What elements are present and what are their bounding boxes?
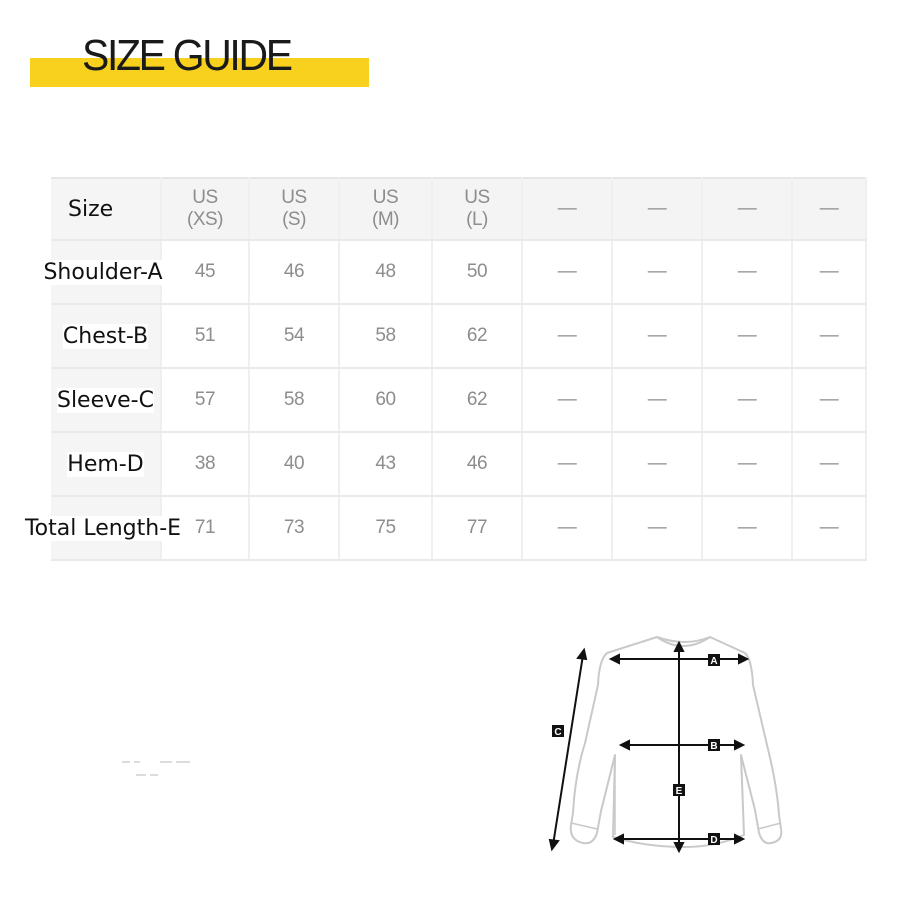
size-header-l: US (L) — [432, 178, 522, 240]
table-cell: 60 — [339, 368, 432, 432]
table-row — [51, 432, 866, 496]
table-row — [51, 240, 866, 304]
table-cell: — — [522, 368, 612, 432]
row-label-sleeve: Sleeve-C — [51, 368, 161, 432]
table-cell: — — [792, 368, 866, 432]
table-cell: — — [522, 304, 612, 368]
table-cell: 58 — [339, 304, 432, 368]
table-cell: 77 — [432, 496, 522, 560]
table-cell: 40 — [249, 432, 339, 496]
table-cell: 54 — [249, 304, 339, 368]
table-row — [51, 496, 866, 560]
page-title: SIZE GUIDE — [82, 31, 291, 80]
size-header-empty: — — [612, 178, 702, 240]
sweatshirt-measurement-diagram — [545, 625, 805, 860]
size-header-xs: US (XS) — [161, 178, 249, 240]
table-row — [51, 368, 866, 432]
table-cell: — — [612, 368, 702, 432]
table-cell: 75 — [339, 496, 432, 560]
size-header-empty: — — [702, 178, 792, 240]
diagram-label-d: D — [710, 835, 718, 846]
diagram-label-b: B — [710, 741, 718, 752]
table-cell: 62 — [432, 368, 522, 432]
sweatshirt-outline — [571, 637, 782, 847]
table-cell: 57 — [161, 368, 249, 432]
size-header-label: Size — [51, 178, 161, 240]
table-cell: — — [702, 368, 792, 432]
table-cell: — — [792, 240, 866, 304]
faint-watermark-mark — [120, 758, 210, 783]
table-cell: 73 — [249, 496, 339, 560]
table-cell: 43 — [339, 432, 432, 496]
diagram-label-e: E — [675, 786, 683, 797]
size-header-empty: — — [522, 178, 612, 240]
size-guide-title-block — [30, 30, 370, 90]
diagram-label-a: A — [710, 656, 718, 667]
table-cell: 38 — [161, 432, 249, 496]
row-label-hem: Hem-D — [51, 432, 161, 496]
table-cell: — — [612, 496, 702, 560]
table-cell: 45 — [161, 240, 249, 304]
size-header-s: US (S) — [249, 178, 339, 240]
table-cell: — — [612, 304, 702, 368]
size-table — [24, 177, 867, 561]
table-cell: — — [522, 240, 612, 304]
table-cell: — — [522, 432, 612, 496]
table-cell: 62 — [432, 304, 522, 368]
table-cell: — — [792, 432, 866, 496]
table-cell: — — [792, 496, 866, 560]
row-label-chest: Chest-B — [51, 304, 161, 368]
row-label-shoulder: Shoulder-A — [51, 240, 161, 304]
table-cell: — — [702, 432, 792, 496]
table-cell: 51 — [161, 304, 249, 368]
diagram-label-c: C — [554, 727, 562, 738]
size-header-empty: — — [792, 178, 866, 240]
table-cell: 46 — [249, 240, 339, 304]
table-cell: 46 — [432, 432, 522, 496]
table-cell: — — [522, 496, 612, 560]
table-cell: — — [612, 432, 702, 496]
table-cell: — — [792, 304, 866, 368]
table-cell: 50 — [432, 240, 522, 304]
table-cell: — — [612, 240, 702, 304]
table-cell: — — [702, 240, 792, 304]
size-header-m: US (M) — [339, 178, 432, 240]
table-cell: 71 — [161, 496, 249, 560]
table-cell: 48 — [339, 240, 432, 304]
table-cell: — — [702, 304, 792, 368]
row-label-total-length: Total Length-E — [51, 496, 161, 560]
table-row — [51, 304, 866, 368]
table-cell: 58 — [249, 368, 339, 432]
table-header-row — [51, 178, 866, 240]
table-cell: — — [702, 496, 792, 560]
